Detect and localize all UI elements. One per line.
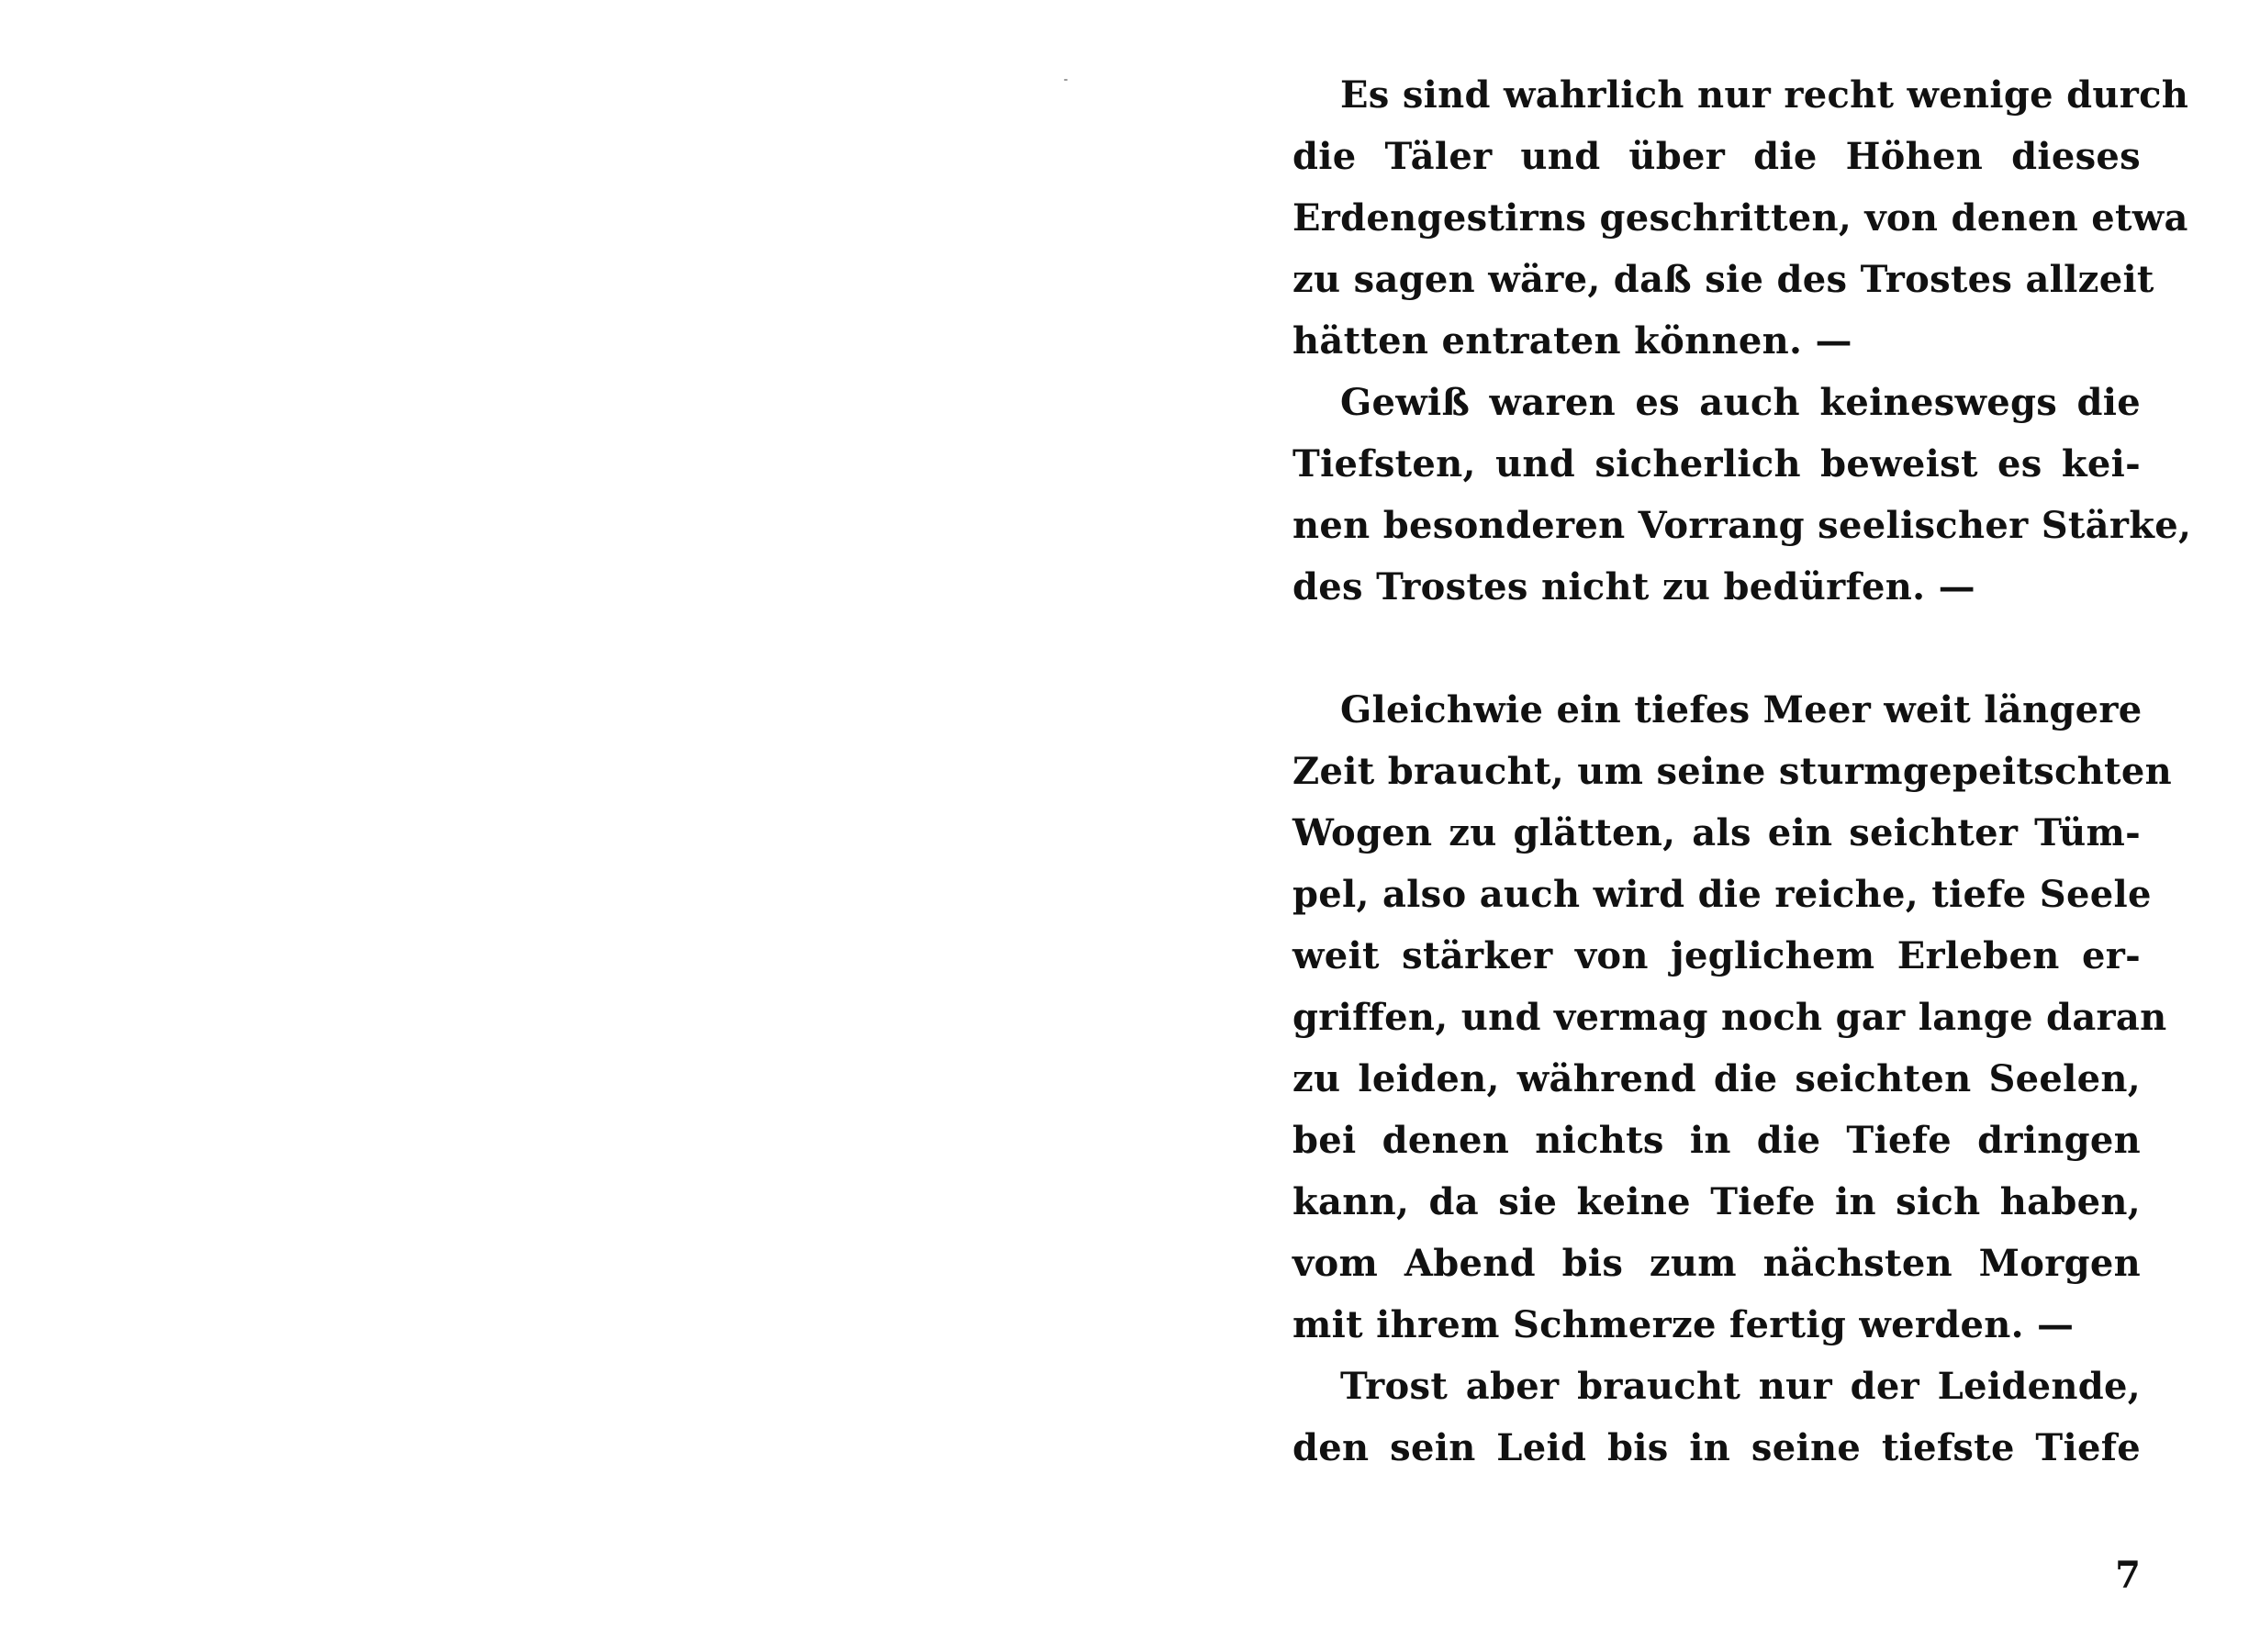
text-line: kann, da sie keine Tiefe in sich haben, bbox=[1292, 1180, 2141, 1223]
text-line: Wogen zu glätten, als ein seichter Tüm- bbox=[1292, 811, 2141, 854]
text-line: die Täler und über die Höhen dieses bbox=[1292, 135, 2141, 178]
text-line: nen besonderen Vorrang seelischer Stärke, bbox=[1292, 504, 2192, 547]
paper-speck bbox=[1064, 79, 1068, 81]
text-line: Erdengestirns geschritten, von denen etwa bbox=[1292, 196, 2188, 240]
text-line: zu sagen wäre, daß sie des Trostes allzeit bbox=[1292, 258, 2154, 301]
text-line: den sein Leid bis in seine tiefste Tiefe bbox=[1292, 1426, 2141, 1469]
text-line: bei denen nichts in die Tiefe dringen bbox=[1292, 1119, 2141, 1162]
text-line: vom Abend bis zum nächsten Morgen bbox=[1292, 1242, 2141, 1285]
text-line: mit ihrem Schmerze fertig werden. — bbox=[1292, 1303, 2075, 1346]
text-line: des Trostes nicht zu bedürfen. — bbox=[1292, 565, 1975, 608]
text-line: zu leiden, während die seichten Seelen, bbox=[1292, 1057, 2141, 1100]
right-page bbox=[1124, 0, 2249, 1652]
text-line: Tiefsten, und sicherlich beweist es kei- bbox=[1292, 442, 2141, 486]
page-number: 7 bbox=[2115, 1554, 2141, 1597]
text-line: Gleichwie ein tiefes Meer weit längere bbox=[1340, 688, 2143, 731]
paragraph-gap bbox=[1292, 618, 2141, 679]
text-line: Gewiß waren es auch keineswegs die bbox=[1340, 381, 2141, 424]
text-line: griffen, und vermag noch gar lange daran bbox=[1292, 996, 2167, 1039]
text-line: weit stärker von jeglichem Erleben er- bbox=[1292, 934, 2141, 977]
text-line: Es sind wahrlich nur recht wenige durch bbox=[1340, 73, 2189, 117]
text-line: Zeit braucht, um seine sturmgepeitschten bbox=[1292, 750, 2172, 793]
text-line: pel, also auch wird die reiche, tiefe Seele bbox=[1292, 873, 2152, 916]
left-page-blank bbox=[0, 0, 1124, 1652]
text-line: hätten entraten können. — bbox=[1292, 319, 1852, 363]
text-line: Trost aber braucht nur der Leidende, bbox=[1340, 1365, 2141, 1408]
body-text bbox=[1292, 64, 2192, 1479]
